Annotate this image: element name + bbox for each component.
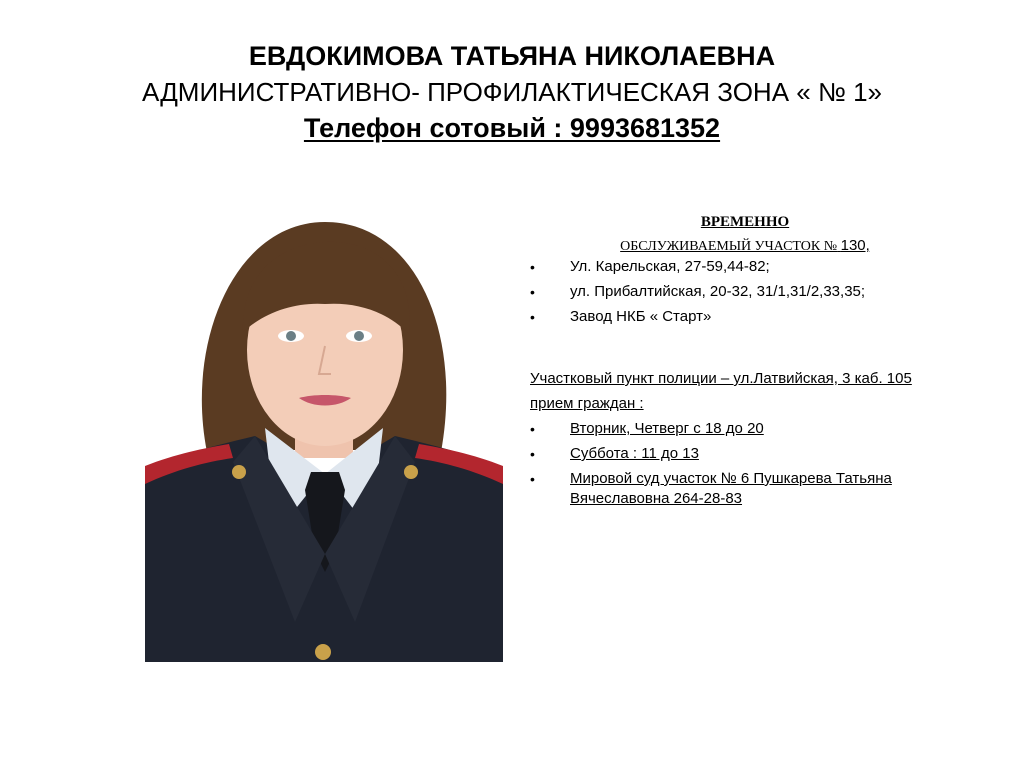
schedule-list (530, 419, 950, 509)
street-list (530, 257, 950, 327)
police-point: Участковый пункт полиции – ул.Латвийская, 3 каб. 105 (530, 370, 912, 387)
list-item: • Вторник, Четверг с 18 до 20 (530, 419, 950, 439)
list-item: • Завод НКБ « Старт» (530, 307, 950, 327)
officer-photo (145, 222, 503, 662)
officer-name: ЕВДОКИМОВА ТАТЬЯНА НИКОЛАЕВНА (248, 41, 776, 71)
served-area-label: ОБСЛУЖИВАЕМЫЙ УЧАСТОК № (620, 239, 838, 254)
served-area-line (540, 236, 950, 257)
info-panel (530, 212, 950, 509)
reception-label: прием граждан : (530, 395, 644, 412)
header (0, 38, 1024, 146)
temporary-label: ВРЕМЕННО (700, 214, 790, 230)
list-item: • Мировой суд участок № 6 Пушкарева Татьяна Вячеславовна 264-28-83 (530, 469, 950, 509)
list-item: • Ул. Карельская, 27-59,44-82; (530, 257, 950, 277)
list-item: • ул. Прибалтийская, 20-32, 31/1,31/2,33,35; (530, 282, 950, 302)
zone-title: АДМИНИСТРАТИВНО- ПРОФИЛАКТИЧЕСКАЯ ЗОНА « № 1» (141, 77, 882, 107)
list-item: • Суббота : 11 до 13 (530, 444, 950, 464)
served-area-number: 130, (840, 237, 870, 254)
phone-line: Телефон сотовый : 9993681352 (303, 113, 721, 143)
